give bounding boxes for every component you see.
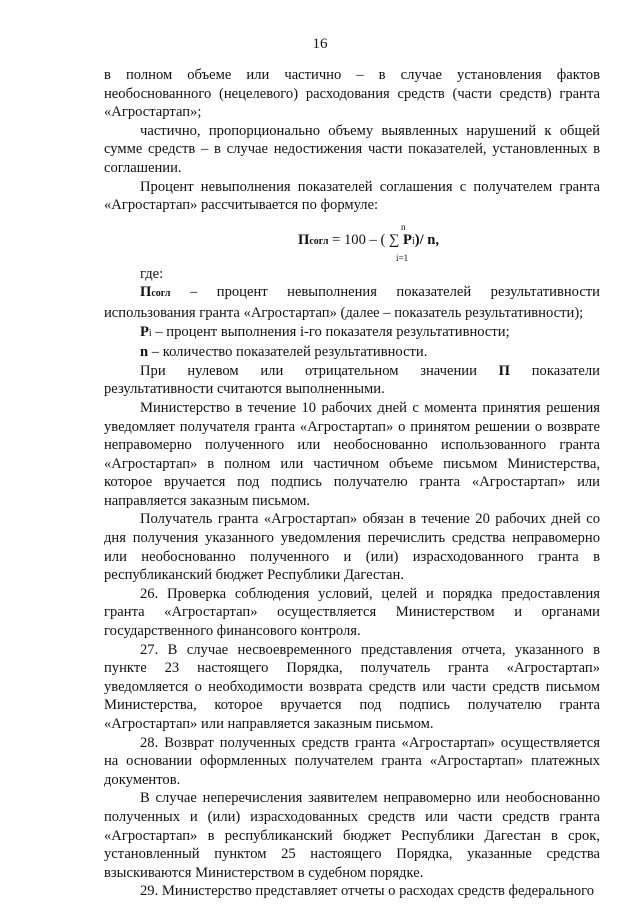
where-label: где: — [140, 265, 164, 282]
paragraph: 27. В случае несвоевременного представления отчета, указанного в пункте 23 настоящего Порядка, получатель гранта «Агростартап» уведомляется о необходимости возврата средств или части средств письмом Министерства, которое вручается под подпись получателю гранта «Агростартап» или направляется заказным письмом. — [104, 641, 600, 732]
paragraph: Получатель гранта «Агростартап» обязан в течение 20 рабочих дней со дня получения указанного уведомления перечислить средства неправомерно или необоснованно полученного и (или) израсходованного гранта в республиканский бюджет Республики Дагестан. — [104, 511, 600, 584]
paragraph: В случае неперечисления заявителем неправомерно или необоснованно полученных и (или) израсходованных средств или части средств гранта «Агростартап» в республиканский бюджет Республики Дагестан в срок, установленный пунктом 25 настоящего Порядка, указанные средства взыскиваются Министерством в судебном порядке. — [104, 790, 600, 881]
formula-lower-limit: i=1 — [396, 252, 409, 263]
paragraph: частично, пропорционально объему выявленных нарушений к общей сумме средств – в случае недостижения части показателей, установленных в соглашении. — [104, 122, 600, 176]
definition-zero — [104, 362, 600, 399]
paragraph: в полном объеме или частично – в случае установления фактов необоснованного (нецелевого) расходования средств (части средств) гранта «Агростартап»; — [104, 67, 600, 121]
formula-p-sub: i — [411, 235, 415, 247]
symbol-n: n — [140, 344, 149, 361]
definition-text: показатели результативности считаются выполненными. — [104, 362, 600, 398]
definition-text: При нулевом или отрицательном значении — [140, 362, 499, 379]
paragraph: 26. Проверка соблюдения условий, целей и порядка предоставления гранта «Агростартап» осуществляется Министерством и органами государственного финансового контроля. — [104, 585, 600, 640]
formula-upper-limit: n — [401, 221, 406, 232]
definition-n — [104, 343, 600, 362]
definition-text: – процент невыполнения показателей результативности использования гранта «Агростартап» (далее – показатель результативности); — [104, 284, 600, 321]
paragraph: Процент невыполнения показателей соглашения с получателем гранта «Агростартап» рассчитывается по формуле: — [104, 178, 600, 214]
symbol-p-sogl-sub: согл — [151, 288, 171, 300]
definition-p-sogl — [104, 283, 600, 322]
paragraph: 29. Министерство представляет отчеты о расходах средств федерального — [140, 883, 595, 900]
definition-text: – процент выполнения i-го показателя результативности; — [151, 323, 510, 340]
definition-text: – количество показателей результативности. — [148, 344, 428, 361]
document-body — [104, 66, 600, 901]
formula-rhs-start: = 100 – ( ∑ — [328, 231, 404, 248]
definition-pi — [104, 323, 600, 344]
symbol-pi-sub: i — [148, 327, 152, 339]
formula — [104, 219, 600, 263]
formula-expression — [298, 231, 439, 252]
formula-rhs-end: )/ n, — [414, 231, 440, 248]
symbol-p: П — [498, 362, 511, 379]
symbol-pi: P — [140, 323, 149, 340]
symbol-p-sogl: П — [140, 284, 152, 301]
formula-lhs: П — [298, 231, 310, 248]
paragraph: Министерство в течение 10 рабочих дней с момента принятия решения уведомляет получателя гранта «Агростартап» о принятом решении о возврате неправомерно полученного или необоснованно использованного гранта «Агростартап» в полном или частичном объеме письмом Министерства, которое вручается под подпись получателю гранта «Агростартап» или направляется заказным письмом. — [104, 399, 600, 509]
paragraph: 28. Возврат полученных средств гранта «Агростартап» осуществляется на основании оформленных получателем гранта «Агростартап» платежных документов. — [104, 734, 600, 788]
formula-lhs-sub: согл — [309, 235, 329, 247]
formula-p: P — [403, 231, 412, 248]
page-number: 16 — [312, 36, 328, 52]
